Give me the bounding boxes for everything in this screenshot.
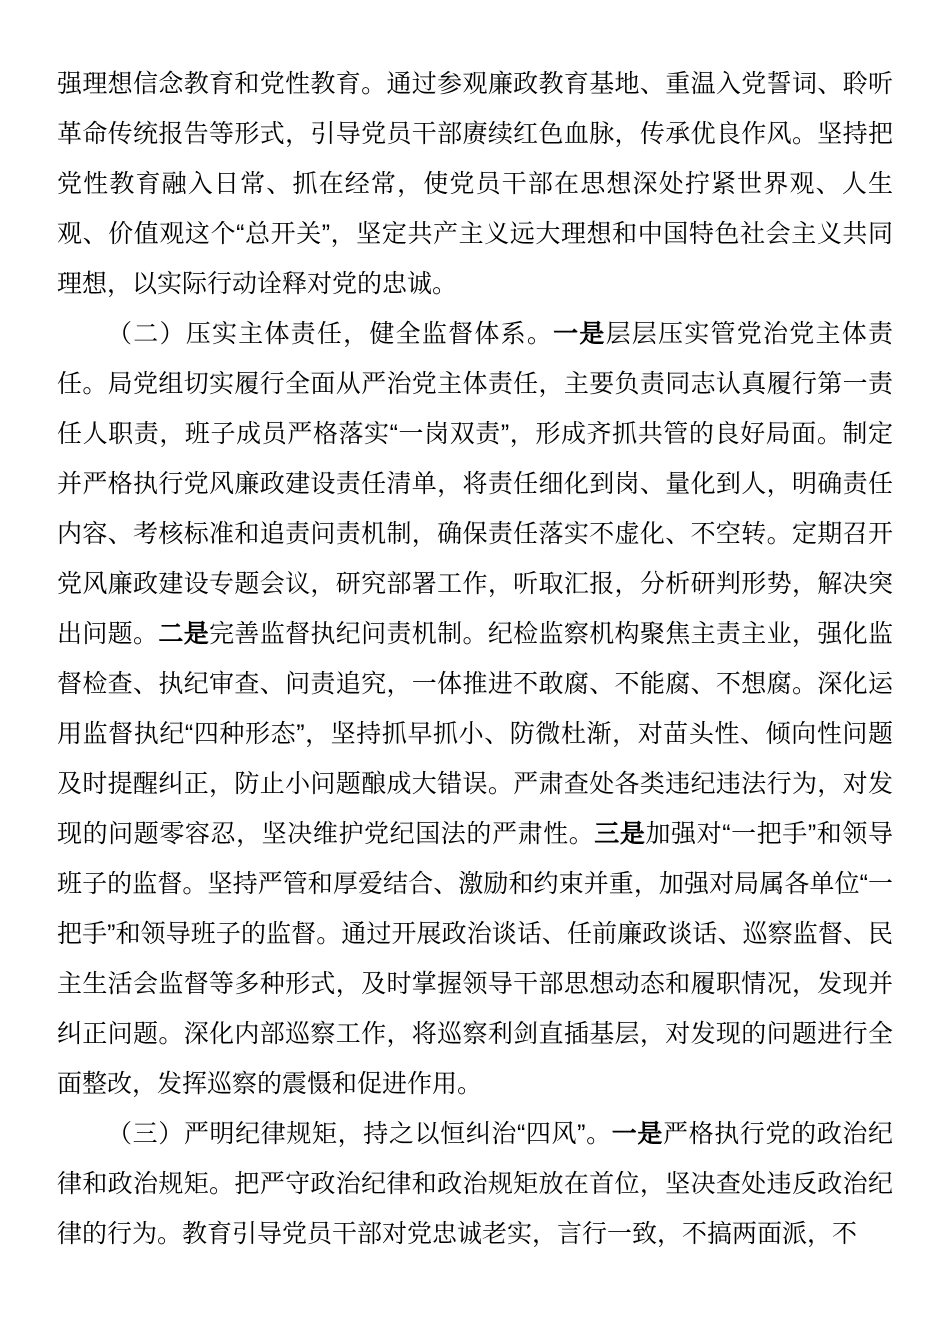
emphasis-run: 三是 (594, 820, 646, 848)
emphasis-run: 二是 (158, 620, 210, 648)
paragraph (57, 59, 893, 309)
text-run: 强理想信念教育和党性教育。通过参观廉政教育基地、重温入党誓词、聆听革命传统报告等形式，引导党员干部赓续红色血脉，传承优良作风。坚持把党性教育融入日常、抓在经常，使党员干部在思想深处拧紧世界观、人生观、价值观这个“总开关”，坚定共产主义远大理想和中国特色社会主义共同理想，以实际行动诠释对党的忠诚。 (57, 70, 893, 298)
emphasis-run: 一是 (611, 1120, 663, 1148)
emphasis-run: 一是 (553, 320, 606, 348)
text-run: （三）严明纪律规矩，持之以恒纠治“四风”。 (107, 1120, 612, 1148)
paragraph (57, 309, 893, 1109)
text-run: 层层压实管党治党主体责任。局党组切实履行全面从严治党主体责任，主要负责同志认真履行第一责任人职责，班子成员严格落实“一岗双责”，形成齐抓共管的良好局面。制定并严格执行党风廉政建设责任清单，将责任细化到岗、量化到人，明确责任内容、考核标准和追责问责机制，确保责任落实不虚化、不空转。定期召开党风廉政建设专题会议，研究部署工作，听取汇报，分析研判形势，解决突出问题。 (57, 320, 893, 648)
text-run: （二）压实主体责任，健全监督体系。 (107, 320, 554, 348)
text-run: 加强对“一把手”和领导班子的监督。坚持严管和厚爱结合、激励和约束并重，加强对局属各单位“一把手”和领导班子的监督。通过开展政治谈话、任前廉政谈话、巡察监督、民主生活会监督等多种形式，及时掌握领导干部思想动态和履职情况，发现并纠正问题。深化内部巡察工作，将巡察利剑直插基层，对发现的问题进行全面整改，发挥巡察的震慑和促进作用。 (57, 820, 893, 1098)
text-run: 严格执行党的政治纪律和政治规矩。把严守政治纪律和政治规矩放在首位，坚决查处违反政治纪律的行为。教育引导党员干部对党忠诚老实，言行一致，不搞两面派，不 (57, 1120, 893, 1248)
paragraph (57, 1109, 893, 1259)
text-run: 完善监督执纪问责机制。纪检监察机构聚焦主责主业，强化监督检查、执纪审查、问责追究，一体推进不敢腐、不能腐、不想腐。深化运用监督执纪“四种形态”，坚持抓早抓小、防微杜渐，对苗头性、倾向性问题及时提醒纠正，防止小问题酿成大错误。严肃查处各类违纪违法行为，对发现的问题零容忍，坚决维护党纪国法的严肃性。 (57, 620, 893, 848)
